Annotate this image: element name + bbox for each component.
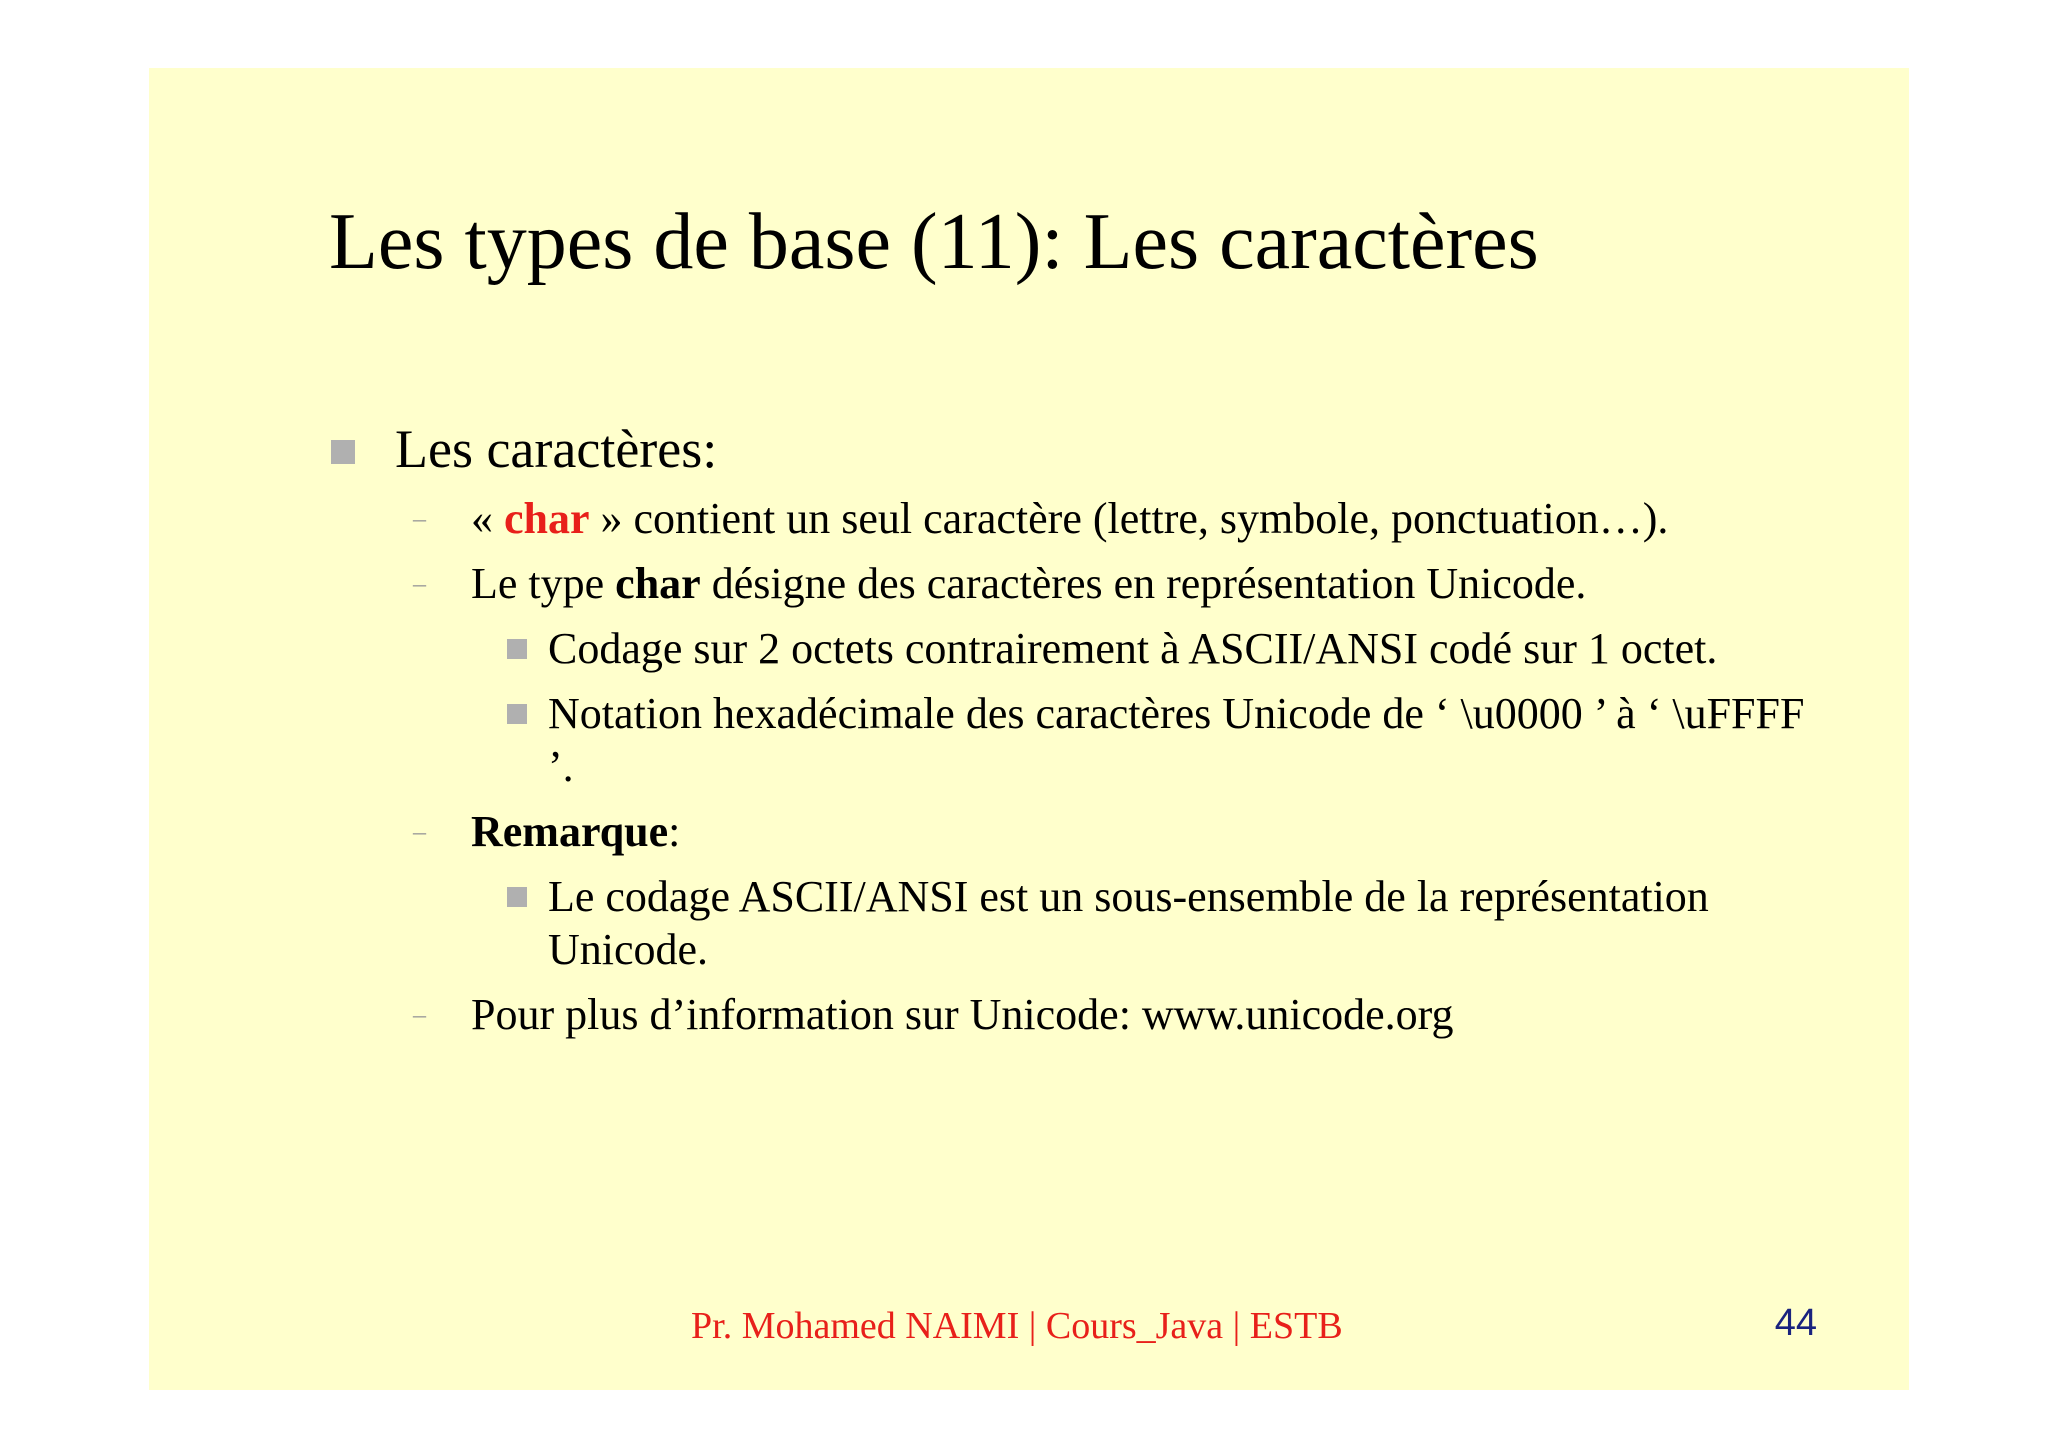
square-bullet-icon <box>331 440 355 464</box>
slide-footer: Pr. Mohamed NAIMI | Cours_Java | ESTB <box>691 1305 1343 1347</box>
sub-item-more-info <box>413 988 1829 1041</box>
sub-item-char-unicode <box>413 557 1829 610</box>
item-suffix: désigne des caractères en représentation Unicode. <box>700 559 1587 608</box>
sub-sub-item-encoding <box>548 622 1829 675</box>
dash-bullet-icon: – <box>413 569 426 598</box>
square-bullet-icon <box>507 639 527 659</box>
page-number: 44 <box>1774 1302 1817 1344</box>
dash-bullet-icon: – <box>413 504 426 533</box>
slide-title: Les types de base (11): Les caractères <box>329 198 1539 286</box>
item-prefix: « <box>471 494 504 543</box>
slide <box>149 68 1909 1390</box>
item-text: Le codage ASCII/ANSI est un sous-ensemble de la représentation Unicode. <box>548 872 1709 974</box>
dash-bullet-icon: – <box>413 1000 426 1029</box>
remark-label: Remarque <box>471 807 669 856</box>
sub-sub-item-hex-notation <box>548 687 1829 793</box>
item-text: Notation hexadécimale des caractères Unicode de ‘ \u0000 ’ à ‘ \uFFFF ’. <box>548 689 1805 791</box>
item-prefix: Le type <box>471 559 616 608</box>
remark-colon: : <box>668 807 681 856</box>
sub-sub-item-ascii-subset <box>548 870 1829 976</box>
square-bullet-icon <box>507 887 527 907</box>
square-bullet-icon <box>507 704 527 724</box>
slide-content <box>329 418 1829 1041</box>
bullet-level1 <box>329 418 1829 480</box>
sub-item-char-definition <box>413 492 1829 545</box>
item-text: Codage sur 2 octets contrairement à ASCII/ANSI codé sur 1 octet. <box>548 624 1718 673</box>
item-suffix: » contient un seul caractère (lettre, symbole, ponctuation…). <box>589 494 1669 543</box>
bullet-text: Les caractères: <box>395 419 718 479</box>
keyword-char: char <box>615 559 701 608</box>
item-text: Pour plus d’information sur Unicode: www.unicode.org <box>471 990 1454 1039</box>
dash-bullet-icon: – <box>413 817 426 846</box>
sub-item-remark <box>413 805 1829 858</box>
keyword-char-highlight: char <box>504 494 590 543</box>
